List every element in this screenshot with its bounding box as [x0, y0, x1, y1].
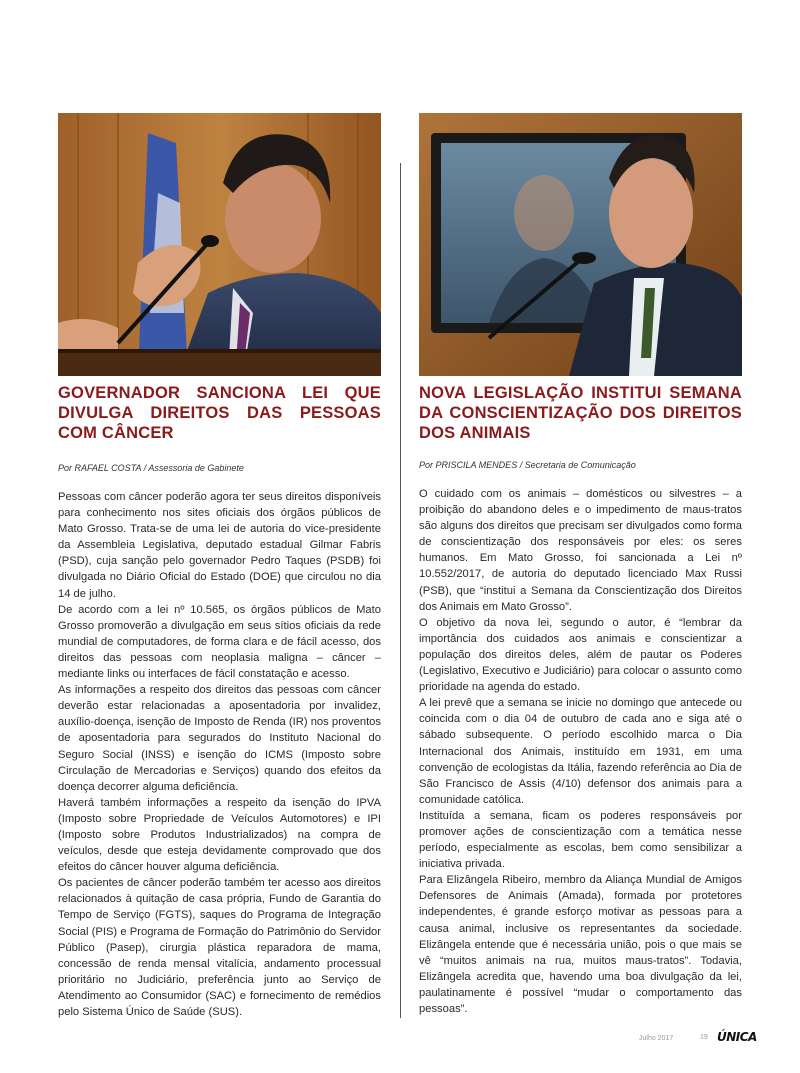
article-byline: Por PRISCILA MENDES / Secretaria de Comunicação	[419, 460, 636, 470]
article-headline: NOVA LEGISLAÇÃO INSTITUI SEMANA DA CONSCIENTIZAÇÃO DOS DIREITOS DOS ANIMAIS	[419, 384, 742, 442]
article-photo-right	[419, 113, 742, 376]
paragraph: Instituída a semana, ficam os poderes responsáveis por promover ações de conscientização com a temática nesse período, especialmente as escolas, bem como sensibilizar a iniciativa privada.	[419, 809, 742, 871]
paragraph: O objetivo da nova lei, segundo o autor, é “lembrar da importância dos cuidados aos animais e conscientizar a população dos direitos deles, além de pautar os Poderes (Legislativo, Executivo e Judiciário) para colocar o assunto como prioridade na agenda do estado.	[419, 616, 742, 694]
column-divider	[400, 163, 401, 1018]
right-article	[419, 113, 742, 1017]
page-number: 19	[700, 1034, 708, 1041]
paragraph: Para Elizângela Ribeiro, membro da Aliança Mundial de Amigos Defensores de Animais (Amada), formada por protetores independentes, é grande esforço motivar as pessoas para a causa animal, inclusive os representantes da sociedade. Elizângela entende que é necessária união, pois o que mais se vê “muitos animais na rua, muitos maus-tratos”. Todavia, Elizângela acredita que, havendo uma boa divulgação da lei, paulatinamente é possível “mudar o comportamento das pessoas”.	[419, 874, 742, 1015]
paragraph: Haverá também informações a respeito da isenção do IPVA (Imposto sobre Propriedade de Veículos Automotores) e IPI (Imposto sobre Produtos Industrializados) na compra de veículos, desde que esteja devidamente comprovado que dos efeitos do câncer houver alguma deficiência.	[58, 796, 381, 874]
article-body	[58, 489, 381, 1020]
paragraph: Pessoas com câncer poderão agora ter seus direitos disponíveis para conhecimento nos sites oficiais dos órgãos públicos de Mato Grosso. Trata-se de uma lei de autoria do vice-presidente da Assembleia Legislativa, deputado estadual Gilmar Fabris (PSD), cuja sanção pelo governador Pedro Taques (PSDB) foi divulgada no Diário Oficial do Estado (DOE) que circulou no dia 14 de julho.	[58, 491, 381, 600]
paragraph: De acordo com a lei nº 10.565, os órgãos públicos de Mato Grosso promoverão a divulgação em seus sítios oficiais da rede mundial de computadores, de forma clara e de fácil acesso, dos direitos das pessoas com neoplasia maligna – câncer – mediante links ou interfaces de fácil constatação e acesso.	[58, 603, 381, 681]
paragraph: As informações a respeito dos direitos das pessoas com câncer deverão estar relacionadas a aposentadoria por invalidez, auxílio-doença, isenção de Imposto de Renda (IR) nos proventos de aposentadoria para segurados do Instituto Nacional do Seguro Social (INSS) e isenção do ICMS (Imposto sobre Circulação de Mercadorias e Serviços) quando dos efeitos da doença decorrer alguma deficiência.	[58, 684, 381, 793]
article-photo-left	[58, 113, 381, 376]
article-headline: GOVERNADOR SANCIONA LEI QUE DIVULGA DIREITOS DAS PESSOAS COM CÂNCER	[58, 384, 381, 442]
article-byline: Por RAFAEL COSTA / Assessoria de Gabinete	[58, 463, 244, 473]
paragraph: A lei prevê que a semana se inicie no domingo que antecede ou coincida com o dia 04 de outubro de cada ano e siga até o sábado subsequente. O período escolhido marca o Dia Internacional dos Animais, instituído em 1931, em uma convenção de ecologistas da Itália, fazendo referência ao Dia de São Francisco de Assis (4/10) defensor dos animais para a comunidade católica.	[419, 697, 742, 806]
paragraph: Os pacientes de câncer poderão também ter acesso aos direitos relacionados à quitação de casa própria, Fundo de Garantia do Tempo de Serviço (FGTS), saques do Programa de Integração Social (PIS) e Programa de Formação do Patrimônio do Servidor Público (Pasep), cirurgia plástica reparadora de mama, concessão de renda mensal vitalícia, andamento processual prioritário no Judiciário, preferência junto ao Serviço de Atendimento ao Consumidor (SAC) e fornecimento de remédios pelo Sistema Único de Saúde (SUS).	[58, 877, 381, 1018]
article-body	[419, 486, 742, 1017]
magazine-logo: ÚNICA	[717, 1030, 757, 1044]
footer-date: Julho 2017	[639, 1035, 674, 1042]
paragraph: O cuidado com os animais – domésticos ou silvestres – a proibição do abandono deles e o impedimento de maus-tratos são alguns dos direitos que precisam ser divulgados como forma de conscientização dos responsáveis por eles: os seres humanos. Em Mato Grosso, foi sancionada a Lei nº 10.552/2017, de autoria do deputado licenciado Max Russi (PSB), que “institui a Semana da Conscientização dos Direitos dos Animais em Mato Grosso”.	[419, 488, 742, 613]
left-article	[58, 113, 381, 1020]
